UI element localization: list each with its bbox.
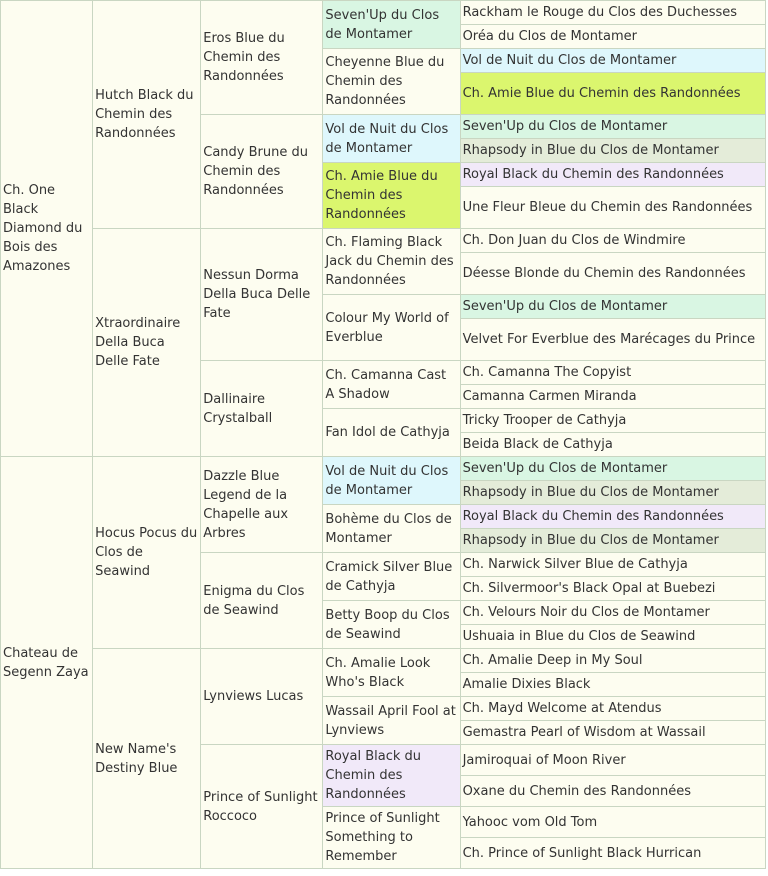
gen5-cell: Ch. Prince of Sunlight Black Hurrican (460, 838, 765, 869)
gen4-cell: Ch. Flaming Black Jack du Chemin des Randonnées (323, 229, 460, 295)
gen5-cell: Royal Black du Chemin des Randonnées (460, 505, 765, 529)
gen4-cell: Betty Boop du Clos de Seawind (323, 601, 460, 649)
gen4-cell: Cramick Silver Blue de Cathyja (323, 553, 460, 601)
gen2-dam-sire: Hocus Pocus du Clos de Seawind (93, 457, 201, 649)
gen5-cell: Oréa du Clos de Montamer (460, 25, 765, 49)
gen5-cell: Amalie Dixies Black (460, 673, 765, 697)
gen5-cell: Ch. Mayd Welcome at Atendus (460, 697, 765, 721)
gen5-cell: Ch. Camanna The Copyist (460, 361, 765, 385)
gen5-cell: Rhapsody in Blue du Clos de Montamer (460, 139, 765, 163)
gen4-cell: Ch. Amalie Look Who's Black (323, 649, 460, 697)
gen2-sire-sire: Hutch Black du Chemin des Randonnées (93, 1, 201, 229)
gen5-cell: Yahooc vom Old Tom (460, 807, 765, 838)
gen4-cell: Vol de Nuit du Clos de Montamer (323, 457, 460, 505)
gen5-cell: Seven'Up du Clos de Montamer (460, 457, 765, 481)
gen4-cell: Fan Idol de Cathyja (323, 409, 460, 457)
gen5-cell: Ch. Narwick Silver Blue de Cathyja (460, 553, 765, 577)
gen3-cell: Candy Brune du Chemin des Randonnées (201, 115, 323, 229)
gen3-cell: Nessun Dorma Della Buca Delle Fate (201, 229, 323, 361)
gen3-cell: Enigma du Clos de Seawind (201, 553, 323, 649)
gen5-cell: Ch. Silvermoor's Black Opal at Buebezi (460, 577, 765, 601)
gen5-cell: Royal Black du Chemin des Randonnées (460, 163, 765, 187)
gen5-cell: Ch. Amalie Deep in My Soul (460, 649, 765, 673)
gen5-cell: Camanna Carmen Miranda (460, 385, 765, 409)
gen4-cell: Wassail April Fool at Lynviews (323, 697, 460, 745)
gen5-cell: Seven'Up du Clos de Montamer (460, 295, 765, 319)
gen1-dam: Chateau de Segenn Zaya (1, 457, 93, 869)
gen5-cell: Une Fleur Bleue du Chemin des Randonnées (460, 187, 765, 229)
gen2-sire-dam: Xtraordinaire Della Buca Delle Fate (93, 229, 201, 457)
gen4-cell: Ch. Camanna Cast A Shadow (323, 361, 460, 409)
gen3-cell: Prince of Sunlight Roccoco (201, 745, 323, 869)
gen4-cell: Ch. Amie Blue du Chemin des Randonnées (323, 163, 460, 229)
gen4-cell: Seven'Up du Clos de Montamer (323, 1, 460, 49)
gen5-cell: Beida Black de Cathyja (460, 433, 765, 457)
gen4-cell: Prince of Sunlight Something to Remember (323, 807, 460, 869)
gen5-cell: Rackham le Rouge du Clos des Duchesses (460, 1, 765, 25)
gen5-cell: Ch. Velours Noir du Clos de Montamer (460, 601, 765, 625)
gen4-cell: Bohème du Clos de Montamer (323, 505, 460, 553)
gen5-cell: Velvet For Everblue des Marécages du Prince (460, 319, 765, 361)
gen4-cell: Royal Black du Chemin des Randonnées (323, 745, 460, 807)
gen4-cell: Cheyenne Blue du Chemin des Randonnées (323, 49, 460, 115)
gen3-cell: Lynviews Lucas (201, 649, 323, 745)
gen5-cell: Rhapsody in Blue du Clos de Montamer (460, 529, 765, 553)
gen1-sire: Ch. One Black Diamond du Bois des Amazones (1, 1, 93, 457)
gen3-cell: Dallinaire Crystalball (201, 361, 323, 457)
gen5-cell: Tricky Trooper de Cathyja (460, 409, 765, 433)
gen3-cell: Dazzle Blue Legend de la Chapelle aux Arbres (201, 457, 323, 553)
gen5-cell: Gemastra Pearl of Wisdom at Wassail (460, 721, 765, 745)
gen5-cell: Rhapsody in Blue du Clos de Montamer (460, 481, 765, 505)
gen5-cell: Ushuaia in Blue du Clos de Seawind (460, 625, 765, 649)
gen5-cell: Ch. Amie Blue du Chemin des Randonnées (460, 73, 765, 115)
gen5-cell: Déesse Blonde du Chemin des Randonnées (460, 253, 765, 295)
gen5-cell: Oxane du Chemin des Randonnées (460, 776, 765, 807)
gen3-cell: Eros Blue du Chemin des Randonnées (201, 1, 323, 115)
gen2-dam-dam: New Name's Destiny Blue (93, 649, 201, 869)
gen5-cell: Jamiroquai of Moon River (460, 745, 765, 776)
gen4-cell: Colour My World of Everblue (323, 295, 460, 361)
gen4-cell: Vol de Nuit du Clos de Montamer (323, 115, 460, 163)
gen5-cell: Vol de Nuit du Clos de Montamer (460, 49, 765, 73)
gen5-cell: Seven'Up du Clos de Montamer (460, 115, 765, 139)
gen5-cell: Ch. Don Juan du Clos de Windmire (460, 229, 765, 253)
